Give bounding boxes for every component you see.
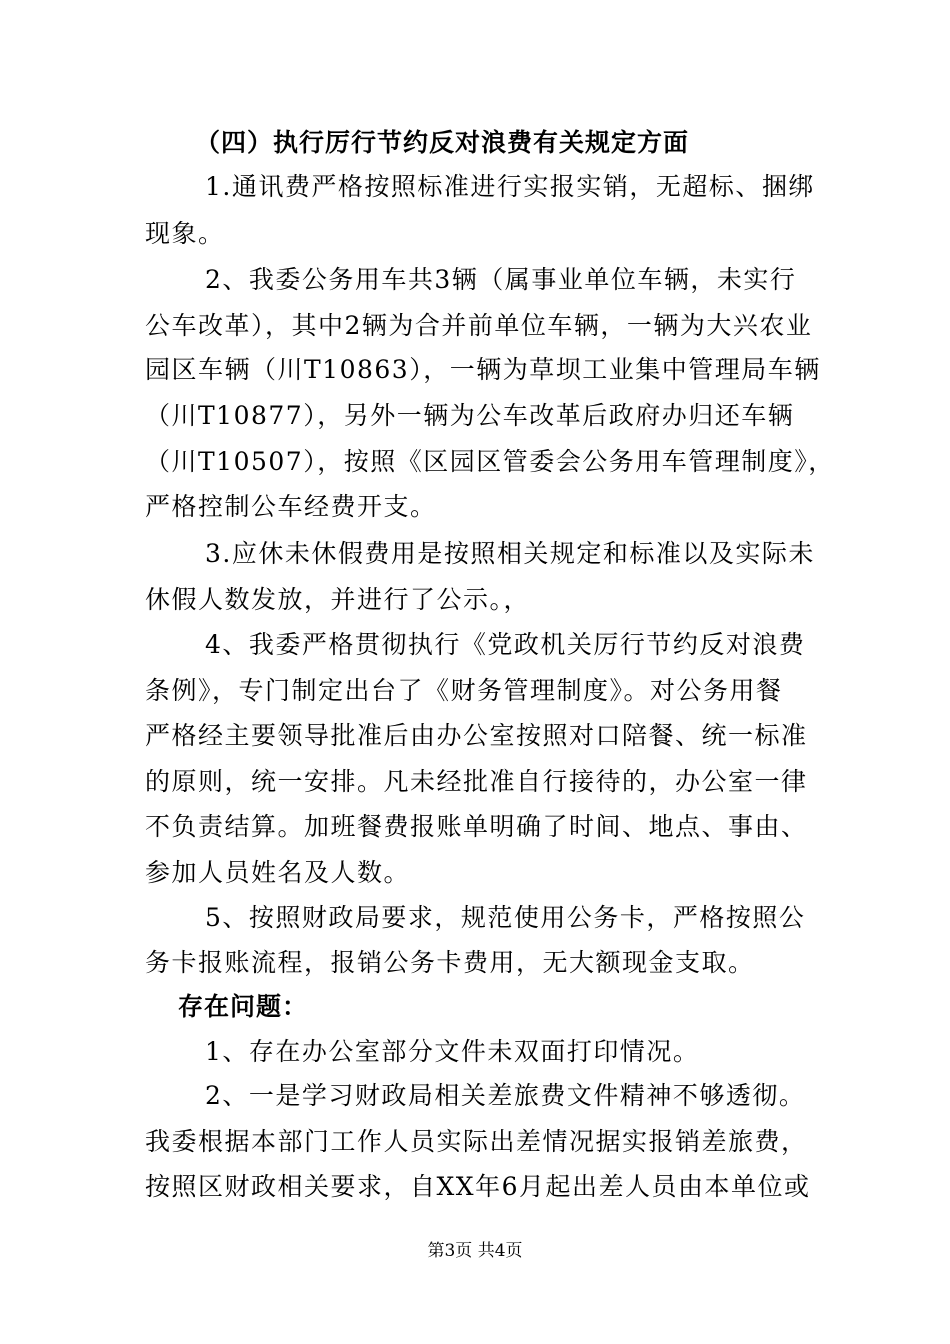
paragraph-line: 4、我委严格贯彻执行《党政机关厉行节约反对浪费: [205, 630, 806, 659]
paragraph-line: 3.应休未休假费用是按照相关规定和标准以及实际未: [205, 539, 815, 568]
paragraph-line: 公车改革），其中2辆为合并前单位车辆，一辆为大兴农业: [145, 311, 813, 340]
paragraph-line: 严格经主要领导批准后由办公室按照对口陪餐、统一标准: [145, 721, 808, 750]
paragraph-line: 的原则，统一安排。凡未经批准自行接待的，办公室一律: [145, 767, 808, 796]
paragraph-line: 按照区财政相关要求，自XX年6月起出差人员由本单位或: [145, 1172, 811, 1201]
paragraph-line: 严格控制公车经费开支。: [145, 492, 437, 521]
paragraph-line: （川T10507），按照《区园区管委会公务用车管理制度》，: [145, 447, 835, 476]
paragraph-line: 不负责结算。加班餐费报账单明确了时间、地点、事由、: [145, 812, 808, 841]
paragraph-line: 务卡报账流程，报销公务卡费用，无大额现金支取。: [145, 948, 755, 977]
paragraph-line: 1、存在办公室部分文件未双面打印情况。: [205, 1037, 700, 1066]
paragraph-line: 我委根据本部门工作人员实际出差情况据实报销差旅费，: [145, 1127, 808, 1156]
paragraph-line: 1.通讯费严格按照标准进行实报实销，无超标、捆绑: [205, 172, 815, 201]
paragraph-line: 参加人员姓名及人数。: [145, 858, 411, 887]
paragraph-line: 条例》，专门制定出台了《财务管理制度》。对公务用餐: [145, 676, 783, 705]
paragraph-line: 现象。: [145, 219, 225, 248]
paragraph-line: 2、一是学习财政局相关差旅费文件精神不够透彻。: [205, 1081, 806, 1110]
issues-heading: 存在问题：: [178, 992, 309, 1021]
paragraph-line: （川T10877），另外一辆为公车改革后政府办归还车辆: [145, 401, 795, 430]
paragraph-line: 2、我委公务用车共3辆（属事业单位车辆，未实行: [205, 265, 797, 294]
page-number-footer: 第3页 共4页: [427, 1241, 523, 1261]
paragraph-line: 园区车辆（川T10863），一辆为草坝工业集中管理局车辆: [145, 355, 821, 384]
paragraph-line: 5、按照财政局要求，规范使用公务卡，严格按照公: [205, 903, 806, 932]
paragraph-line: 休假人数发放，并进行了公示。，: [145, 585, 531, 614]
section-heading: （四）执行厉行节约反对浪费有关规定方面: [195, 128, 690, 157]
